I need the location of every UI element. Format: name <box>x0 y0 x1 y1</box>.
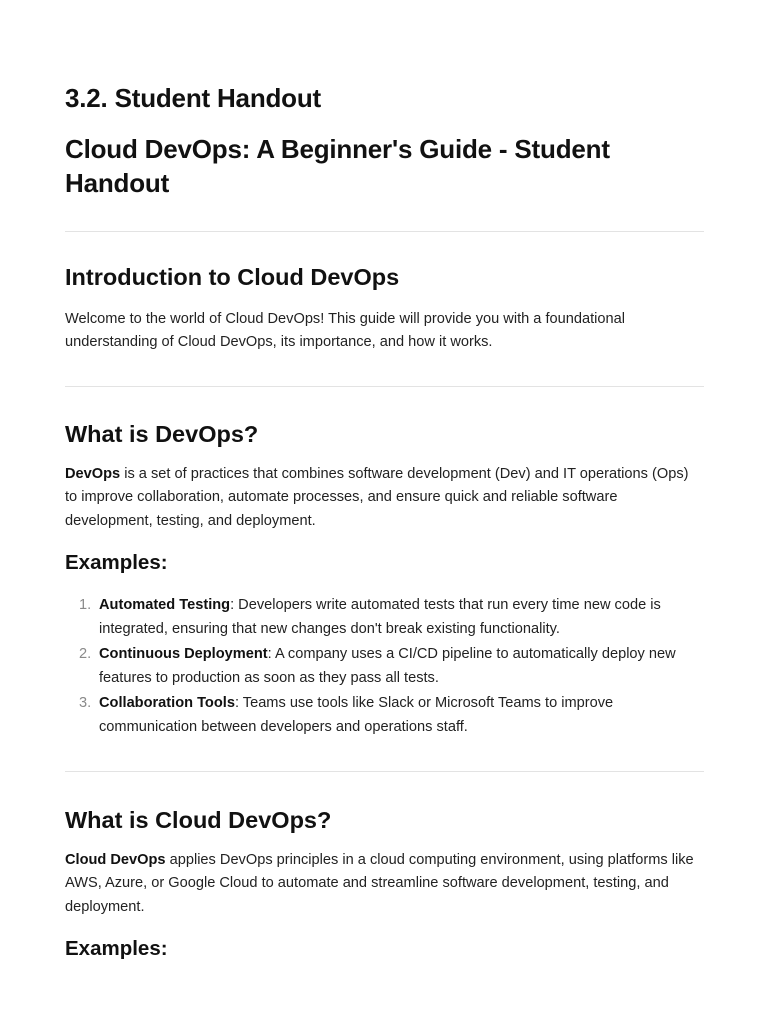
devops-heading: What is DevOps? <box>65 421 259 447</box>
list-item-term: Automated Testing <box>99 597 231 613</box>
devops-definition-text: is a set of practices that combines software development (Dev) and IT operations (Ops) to improve collaboration, automate processes, and ensure quick and reliable software development, testing, and deployment. <box>65 466 689 529</box>
document-title: Cloud DevOps: A Beginner's Guide - Student Handout <box>65 134 610 198</box>
devops-definition <box>65 463 704 533</box>
list-item-text: : Teams use tools like Slack or Microsoft Teams to improve communication between developers and operations staff. <box>99 695 614 735</box>
cloud-devops-term: Cloud DevOps <box>65 852 166 868</box>
list-item-number: 3. <box>79 695 92 711</box>
intro-heading: Introduction to Cloud DevOps <box>65 264 400 290</box>
devops-examples-heading: Examples: <box>65 551 168 574</box>
list-item-term: Continuous Deployment <box>99 646 268 662</box>
cloud-devops-definition <box>65 849 704 919</box>
list-item <box>65 593 704 641</box>
devops-examples-list <box>65 593 704 740</box>
divider <box>65 386 704 387</box>
list-item-text: : A company uses a CI/CD pipeline to automatically deploy new features to production as soon as they pass all tests. <box>99 646 676 686</box>
list-item <box>65 691 704 739</box>
intro-paragraph: Welcome to the world of Cloud DevOps! This guide will provide you with a foundational understanding of Cloud DevOps, its importance, and how it works. <box>65 311 625 351</box>
list-item-number: 1. <box>79 597 92 613</box>
cloud-devops-heading: What is Cloud DevOps? <box>65 807 332 833</box>
list-item <box>65 642 704 690</box>
divider <box>65 771 704 772</box>
section-heading: 3.2. Student Handout <box>65 83 322 113</box>
list-item-number: 2. <box>79 646 92 662</box>
cloud-devops-definition-text: applies DevOps principles in a cloud computing environment, using platforms like AWS, Azure, or Google Cloud to automate and streamline software development, testing, and deployment. <box>65 852 694 915</box>
divider <box>65 231 704 232</box>
list-item-term: Collaboration Tools <box>99 695 235 711</box>
cloud-devops-examples-heading: Examples: <box>65 937 168 960</box>
devops-term: DevOps <box>65 466 121 482</box>
list-item-text: : Developers write automated tests that run every time new code is integrated, ensuring that new changes don't break existing functionality. <box>99 597 661 637</box>
